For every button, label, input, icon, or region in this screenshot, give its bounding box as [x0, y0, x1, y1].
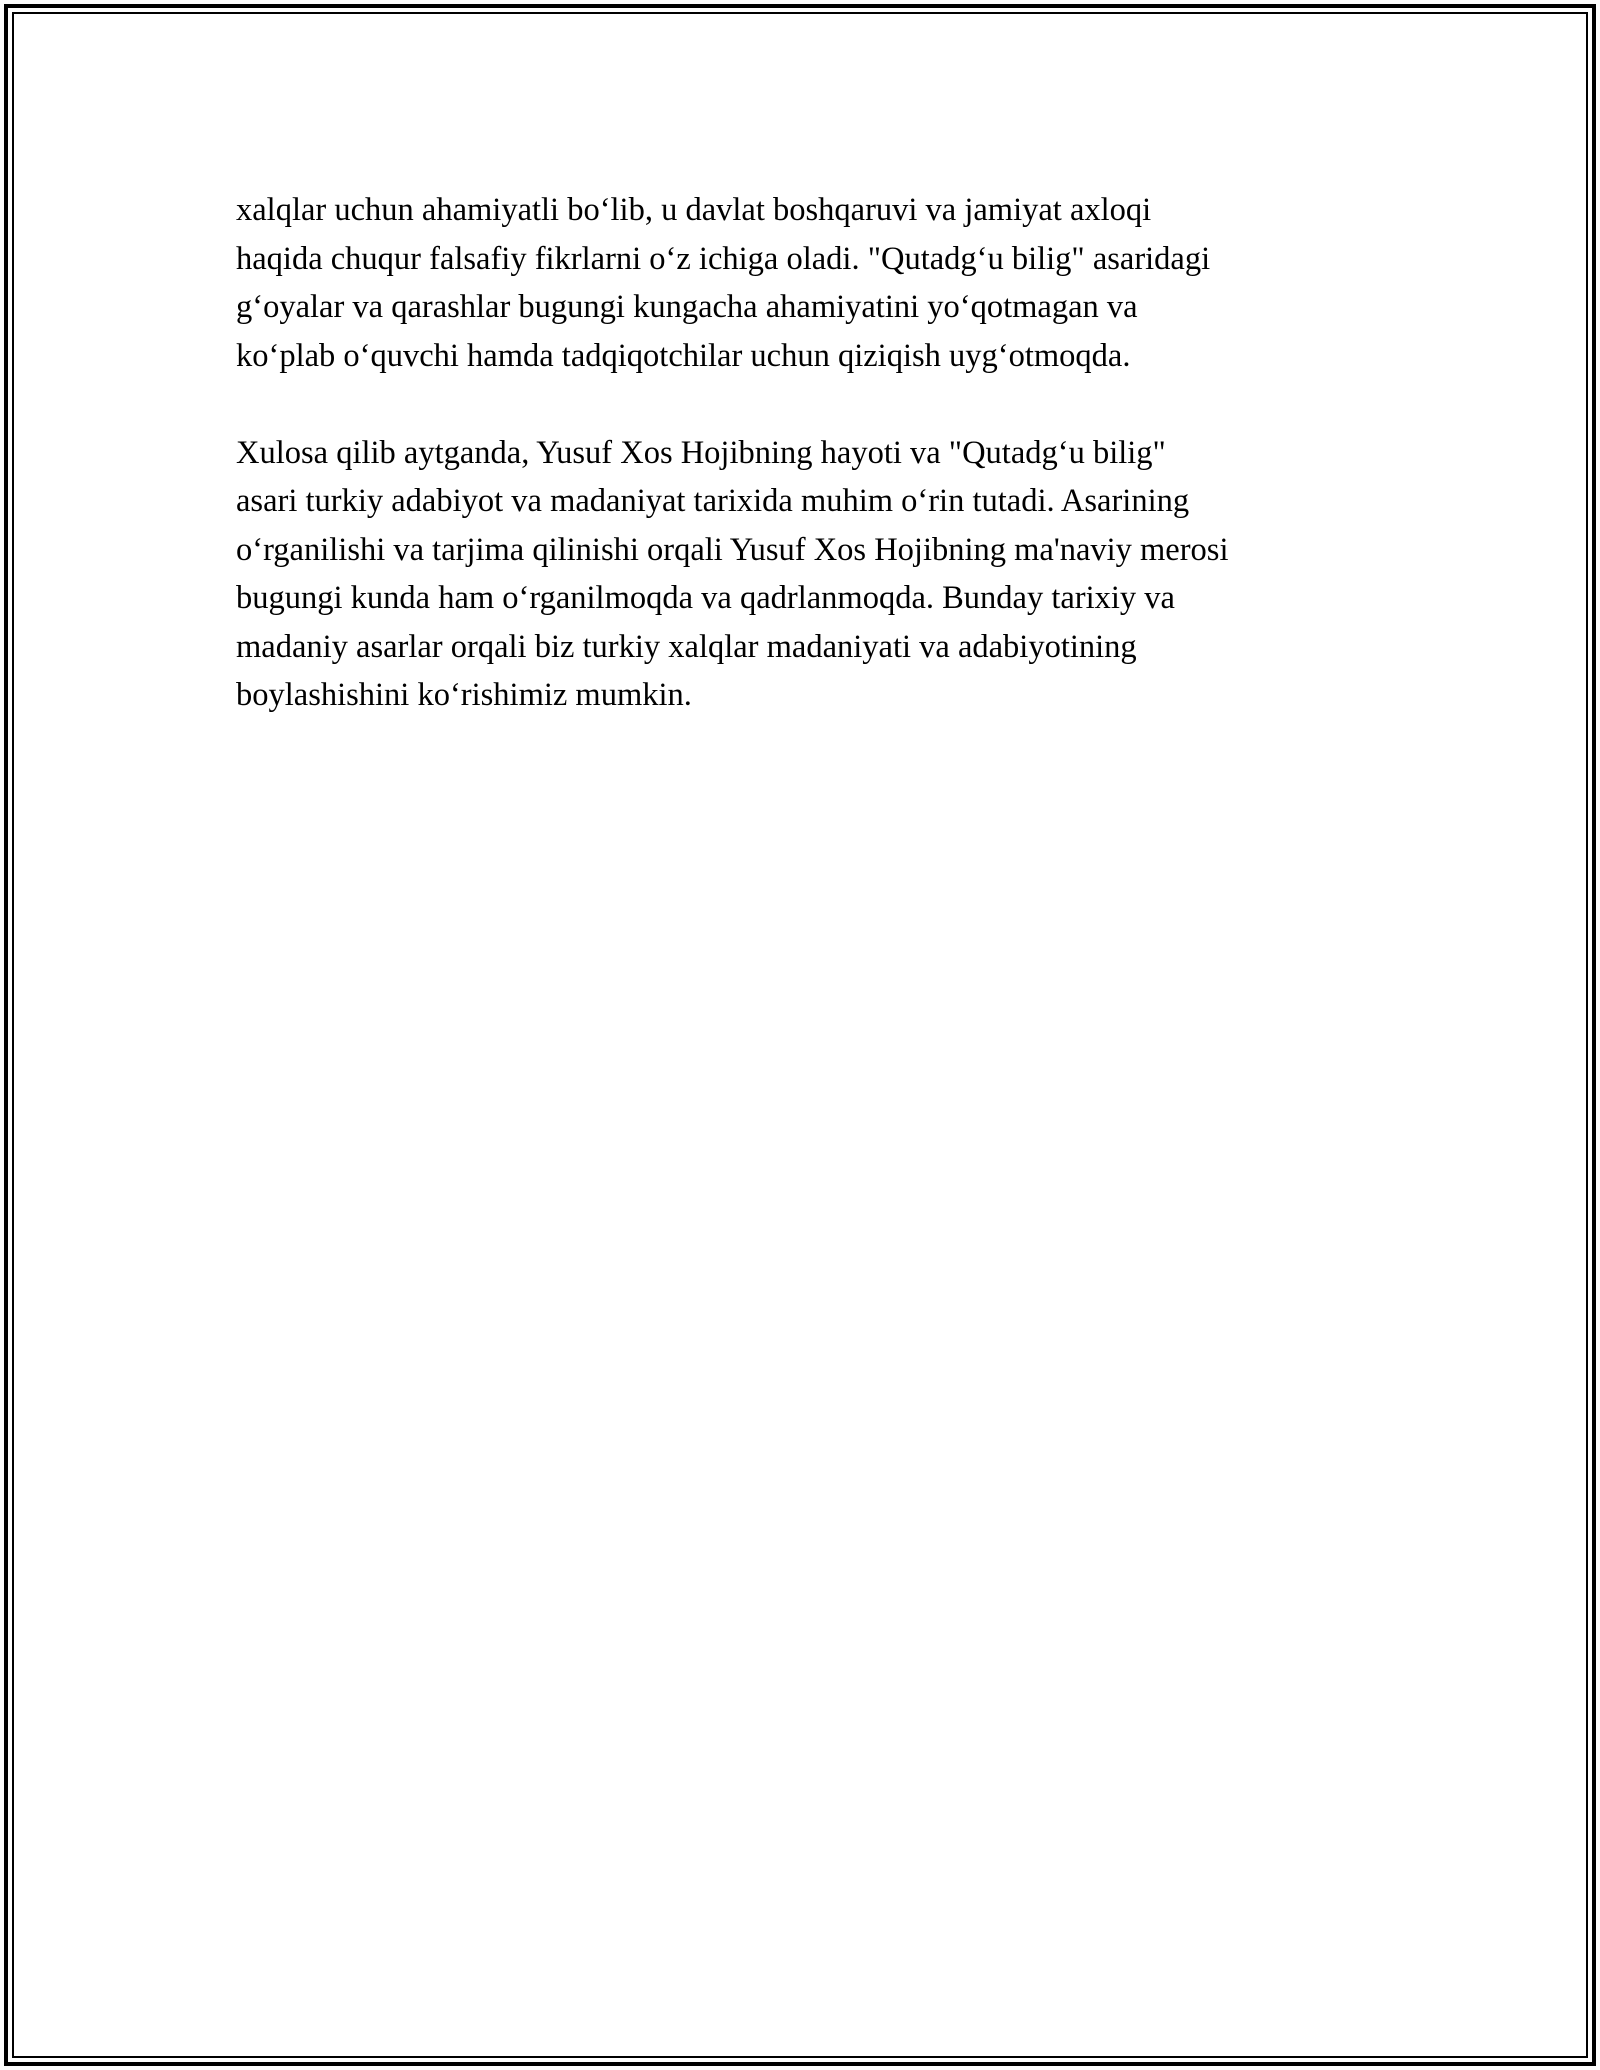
text-line: haqida chuqur falsafiy fikrlarni o‘z ichiga oladi. "Qutadg‘u bilig" asaridagi	[236, 240, 1211, 277]
text-line: Xulosa qilib aytganda, Yusuf Xos Hojibning hayoti va "Qutadg‘u bilig"	[236, 434, 1166, 471]
document-body	[236, 186, 1386, 768]
paragraph-1	[236, 186, 1386, 380]
paragraph-2	[236, 429, 1386, 720]
text-line: boylashishini ko‘rishimiz mumkin.	[236, 677, 692, 713]
text-line: g‘oyalar va qarashlar bugungi kungacha ahamiyatini yo‘qotmagan va	[236, 289, 1138, 325]
text-line: o‘rganilishi va tarjima qilinishi orqali Yusuf Xos Hojibning ma'naviy merosi	[236, 531, 1229, 568]
text-line: bugungi kunda ham o‘rganilmoqda va qadrlanmoqda. Bunday tarixiy va	[236, 580, 1175, 616]
text-line: xalqlar uchun ahamiyatli bo‘lib, u davlat boshqaruvi va jamiyat axloqi	[236, 192, 1152, 228]
text-line: madaniy asarlar orqali biz turkiy xalqlar madaniyati va adabiyotining	[236, 628, 1137, 665]
text-line: ko‘plab o‘quvchi hamda tadqiqotchilar uchun qiziqish uyg‘otmoqda.	[236, 337, 1131, 374]
text-line: asari turkiy adabiyot va madaniyat tarixida muhim o‘rin tutadi. Asarining	[236, 483, 1190, 519]
